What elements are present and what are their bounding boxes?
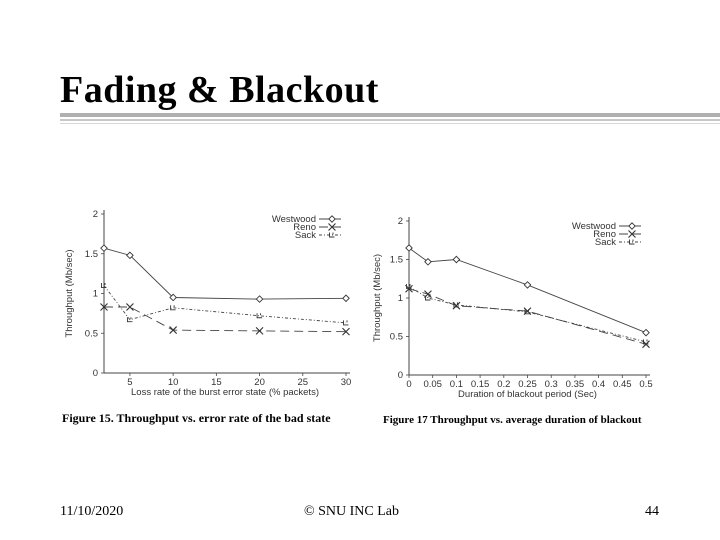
x-tick-label: 0.15 xyxy=(470,379,490,390)
x-axis-label: Duration of blackout period (Sec) xyxy=(458,389,597,400)
x-tick-label: 10 xyxy=(167,377,179,388)
y-tick-label: 1.5 xyxy=(389,254,403,266)
series-reno xyxy=(406,285,650,347)
series-reno xyxy=(101,304,350,336)
x-tick-label: 0.45 xyxy=(613,379,632,390)
data-point-reno xyxy=(126,304,133,311)
chart-throughput-vs-blackout xyxy=(368,205,668,405)
series-westwood xyxy=(101,245,349,302)
legend-label-westwood: Westwood xyxy=(571,221,616,232)
data-point-westwood xyxy=(406,245,412,251)
y-tick-label: 0 xyxy=(397,370,403,381)
series-sack xyxy=(102,283,349,325)
x-tick-label: 0.05 xyxy=(423,379,442,390)
series-line-sack xyxy=(104,286,346,323)
data-point-westwood xyxy=(425,259,431,265)
legend-marker-westwood xyxy=(629,223,635,229)
x-tick-label: 0.25 xyxy=(518,379,537,390)
title-rule-thin-2 xyxy=(60,123,720,124)
chart-throughput-vs-error-rate xyxy=(58,200,358,405)
x-tick-label: 25 xyxy=(297,377,309,388)
figure-17-caption: Figure 17 Throughput vs. average duration of blackout xyxy=(383,414,642,426)
y-tick-label: 0 xyxy=(92,368,98,379)
footer-date: 11/10/2020 xyxy=(60,504,124,519)
x-tick-label: 15 xyxy=(211,377,222,388)
title-rule xyxy=(60,113,720,117)
legend-label-reno: Reno xyxy=(593,229,616,240)
x-axis-label: Loss rate of the burst error state (% packets) xyxy=(131,387,319,398)
slide-title: Fading & Blackout xyxy=(60,69,379,111)
data-point-westwood xyxy=(101,245,107,251)
x-tick-label: 30 xyxy=(340,377,352,388)
x-tick-label: 0.4 xyxy=(591,379,606,390)
x-tick-label: 0.2 xyxy=(497,379,511,390)
x-tick-label: 5 xyxy=(127,377,133,388)
x-tick-label: 0.1 xyxy=(449,379,464,390)
legend-label-westwood: Westwood xyxy=(271,214,316,225)
series-line-westwood xyxy=(409,248,646,333)
figure-15-caption: Figure 15. Throughput vs. error rate of the bad state xyxy=(62,411,331,425)
series-line-reno xyxy=(104,307,346,332)
data-point-westwood xyxy=(343,295,349,301)
x-tick-label: 20 xyxy=(254,377,265,388)
series-westwood xyxy=(406,245,649,336)
y-tick-label: 1 xyxy=(397,293,403,304)
title-rule-thin xyxy=(60,119,720,121)
legend-label-reno: Reno xyxy=(293,222,316,233)
x-tick-label: 0.5 xyxy=(639,379,653,390)
data-point-westwood xyxy=(256,296,262,302)
footer-page-number: 44 xyxy=(645,504,659,519)
data-point-westwood xyxy=(524,282,530,288)
y-tick-label: 1 xyxy=(92,288,98,300)
data-point-westwood xyxy=(643,329,649,335)
y-tick-label: 2 xyxy=(92,209,98,220)
data-point-westwood xyxy=(453,256,459,262)
x-tick-label: 0 xyxy=(406,379,412,390)
y-tick-label: 1.5 xyxy=(84,248,98,260)
legend-label-sack: Sack xyxy=(594,237,616,248)
legend-marker-westwood xyxy=(329,216,335,222)
footer-organization: © SNU INC Lab xyxy=(304,504,400,519)
y-axis-label: Throughput (Mb/sec) xyxy=(64,249,75,338)
series-sack xyxy=(407,284,649,344)
legend-label-sack: Sack xyxy=(294,230,316,241)
x-tick-label: 0.35 xyxy=(565,379,585,390)
y-axis-label: Throughput (Mb/sec) xyxy=(372,253,383,343)
y-tick-label: 2 xyxy=(397,216,403,227)
series-line-westwood xyxy=(104,248,346,299)
x-tick-label: 0.3 xyxy=(544,379,558,390)
y-tick-label: 0.5 xyxy=(389,331,403,343)
y-tick-label: 0.5 xyxy=(84,328,98,340)
series-line-reno xyxy=(409,289,646,344)
